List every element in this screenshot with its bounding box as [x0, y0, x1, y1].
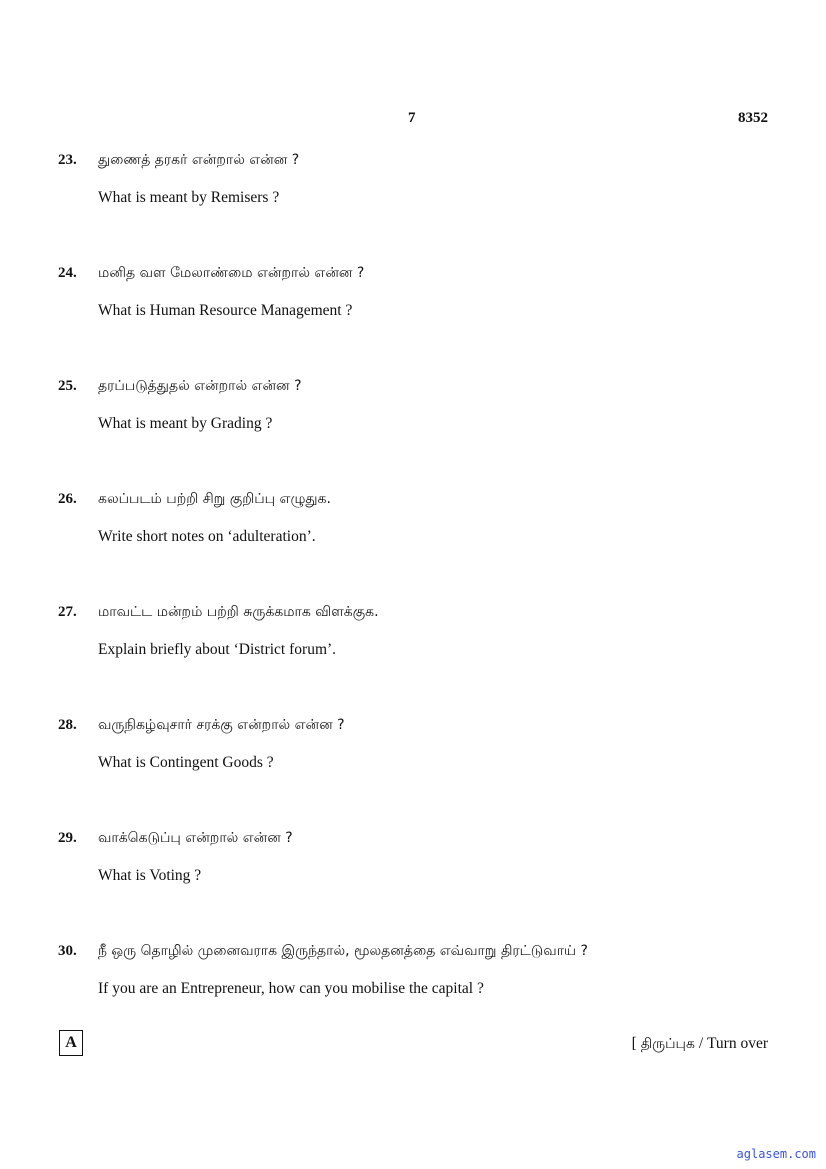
question-tamil: மனித வள மேலாண்மை என்றால் என்ன ? — [98, 265, 365, 281]
question-tamil: தரப்படுத்துதல் என்றால் என்ன ? — [98, 378, 302, 394]
question-english: If you are an Entrepreneur, how can you mobilise the capital ? — [98, 980, 484, 997]
question-number: 23. — [58, 152, 77, 168]
question-english: What is meant by Grading ? — [98, 415, 273, 432]
question-number: 30. — [58, 943, 77, 959]
question-english: Write short notes on ‘adulteration’. — [98, 528, 316, 545]
question-english: What is meant by Remisers ? — [98, 189, 280, 206]
question-tamil: மாவட்ட மன்றம் பற்றி சுருக்கமாக விளக்குக. — [98, 604, 379, 620]
question-number: 26. — [58, 491, 77, 507]
turn-over-tamil: திருப்புக — [640, 1036, 695, 1052]
paper-code: 8352 — [738, 110, 768, 126]
watermark: aglasem.com — [736, 1147, 816, 1161]
question-english: What is Contingent Goods ? — [98, 754, 274, 771]
question-number: 27. — [58, 604, 77, 620]
question-number: 29. — [58, 830, 77, 846]
turn-over-bracket: [ — [631, 1035, 641, 1052]
question-tamil: வருநிகழ்வுசார் சரக்கு என்றால் என்ன ? — [98, 717, 345, 733]
page-number: 7 — [408, 110, 416, 126]
question-tamil: கலப்படம் பற்றி சிறு குறிப்பு எழுதுக. — [98, 491, 331, 507]
question-number: 28. — [58, 717, 77, 733]
question-set-box: A — [59, 1030, 83, 1056]
question-english: What is Voting ? — [98, 867, 202, 884]
question-english: Explain briefly about ‘District forum’. — [98, 641, 337, 658]
question-tamil: வாக்கெடுப்பு என்றால் என்ன ? — [98, 830, 293, 846]
question-english: What is Human Resource Management ? — [98, 302, 353, 319]
question-tamil: நீ ஒரு தொழில் முனைவராக இருந்தால், மூலதனத்தை எவ்வாறு திரட்டுவாய் ? — [98, 943, 588, 959]
turn-over-english: / Turn over — [694, 1035, 768, 1052]
turn-over-note — [632, 1035, 768, 1054]
question-number: 25. — [58, 378, 77, 394]
question-tamil: துணைத் தரகர் என்றால் என்ன ? — [98, 152, 300, 168]
question-number: 24. — [58, 265, 77, 281]
